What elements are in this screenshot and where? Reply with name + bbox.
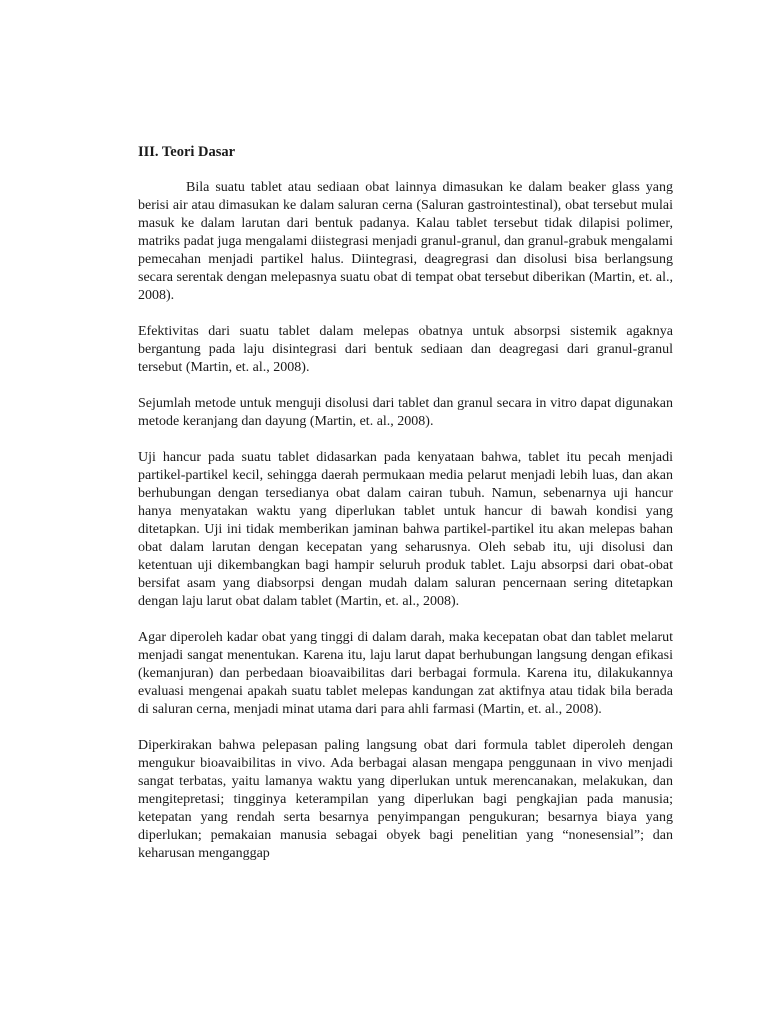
section-heading: III. Teori Dasar (138, 144, 236, 160)
paragraph-intro: Bila suatu tablet atau sediaan obat lainnya dimasukan ke dalam beaker glass yang berisi air atau dimasukan ke dalam saluran cerna (Saluran gastrointestinal), obat tersebut mulai masuk ke dalam larutan dari bentuk padanya. Kalau tablet tersebut tidak dilapisi polimer, matriks padat juga mengalami diistegrasi menjadi granul-granul, dan granul-grabuk mengalami pemecahan menjadi partikel halus. Diintegrasi, deagregrasi dan disolusi bisa berlangsung secara serentak dengan melepasnya suatu obat di tempat obat tersebut diberikan (Martin, et. al., 2008). (138, 180, 673, 303)
paragraph-metode-disolusi: Sejumlah metode untuk menguji disolusi dari tablet dan granul secara in vitro dapat digunakan metode keranjang dan dayung (Martin, et. al., 2008). (138, 396, 673, 429)
paragraph-efektivitas: Efektivitas dari suatu tablet dalam melepas obatnya untuk absorpsi sistemik agaknya bergantung pada laju disintegrasi dari bentuk sediaan dan deagregasi dari granul-granul tersebut (Martin, et. al., 2008). (138, 324, 673, 375)
document-page (138, 143, 673, 863)
paragraph-kadar-obat: Agar diperoleh kadar obat yang tinggi di dalam darah, maka kecepatan obat dan tablet melarut menjadi sangat menentukan. Karena itu, laju larut dapat berhubungan langsung dengan efikasi (kemanjuran) dan perbedaan bioavaibilitas dari berbagai formula. Karena itu, dilakukannya evaluasi mengenai apakah suatu tablet melepas kandungan zat aktifnya atau tidak bila berada di saluran cerna, menjadi minat utama dari para ahli farmasi (Martin, et. al., 2008). (138, 630, 673, 717)
paragraph-uji-hancur: Uji hancur pada suatu tablet didasarkan pada kenyataan bahwa, tablet itu pecah menjadi partikel-partikel kecil, sehingga daerah permukaan media pelarut menjadi lebih luas, dan akan berhubungan dengan tersedianya obat dalam cairan tubuh. Namun, sebenarnya uji hancur hanya menyatakan waktu yang diperlukan tablet untuk hancur di bawah kondisi yang ditetapkan. Uji ini tidak memberikan jaminan bahwa partikel-partikel itu akan melepas bahan obat dalam larutan dengan kecepatan yang seharusnya. Oleh sebab itu, uji disolusi dan ketentuan uji dikembangkan bagi hampir seluruh produk tablet. Laju absorpsi dari obat-obat bersifat asam yang diabsorpsi dengan mudah dalam saluran pencernaan sering ditetapkan dengan laju larut obat dalam tablet (Martin, et. al., 2008). (138, 450, 673, 609)
paragraph-bioavaibilitas: Diperkirakan bahwa pelepasan paling langsung obat dari formula tablet diperoleh dengan mengukur bioavaibilitas in vivo. Ada berbagai alasan mengapa penggunaan in vivo menjadi sangat terbatas, yaitu lamanya waktu yang diperlukan untuk merencanakan, melakukan, dan mengitepretasi; tingginya keterampilan yang diperlukan bagi pengkajian pada manusia; ketepatan yang rendah serta besarnya penyimpangan pengukuran; besarnya biaya yang diperlukan; pemakaian manusia sebagai obyek bagi penelitian yang “nonesensial”; dan keharusan menganggap (138, 738, 673, 861)
